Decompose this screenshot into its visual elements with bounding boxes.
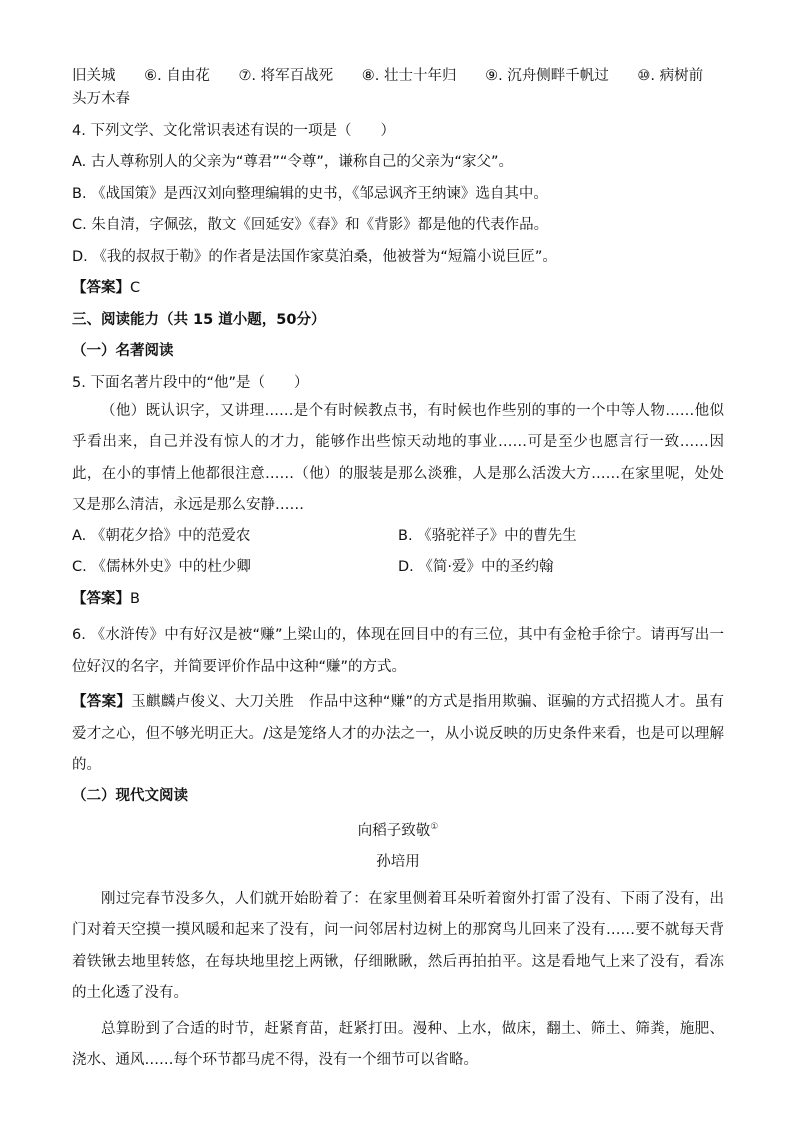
q4-option-a: A. 古人尊称别人的父亲为“尊君”“令尊”，谦称自己的父亲为“家父”。 xyxy=(72,154,513,170)
q5-option-c: C. 《儒林外史》中的杜少卿 xyxy=(72,559,251,575)
fill-item: ⑩. 病树前 xyxy=(637,68,704,84)
fill-item: ⑨. 沉舟侧畔千帆过 xyxy=(485,68,609,84)
article-author: 孙培用 xyxy=(376,854,420,871)
answer-value: C xyxy=(130,280,141,296)
q5-answer xyxy=(72,589,724,609)
answer-label: 【答案】 xyxy=(72,590,130,607)
answer-value: 玉麒麟卢俊义、大刀关胜 作品中这种“赚”的方式是指用欺骗、诓骗的方式招揽人才。虽有爱才之心，但不够光明正大。/这是笼络人才的办法之一，从小说反映的历史条件来看，也是可以理解的。 xyxy=(72,694,724,773)
fill-item: 旧关城 xyxy=(72,68,116,84)
q6-stem: 6. 《水浒传》中有好汉是被“赚”上梁山的，体现在回目中的有三位，其中有金枪手徐宁。请再写出一位好汉的名字，并简要评价作品中这种“赚”的方式。 xyxy=(72,627,724,675)
article-paragraph: 总算盼到了合适的时节，赶紧育苗，赶紧打田。漫种、上水，做床，翻土、筛土、筛粪，施肥、浇水、通风……每个环节都马虎不得，没有一个细节可以省略。 xyxy=(72,1020,724,1069)
q5-passage: （他）既认识字，又讲理……是个有时候教点书，有时候也作些别的事的一个中等人物……他似乎看出来，自己并没有惊人的才力，能够作出些惊天动地的事业……可是至少也愿言行一致……因此，在小的事情上他都很注意……（他）的服装是那么淡雅，人是那么活泼大方……在家里呢，处处又是那么清洁，永远是那么安静…… xyxy=(72,402,724,513)
section-heading: 三、阅读能力（共 15 道小题，50分） xyxy=(72,311,326,328)
subsection-heading: （一）名著阅读 xyxy=(72,343,174,359)
q4-answer xyxy=(72,278,724,298)
fill-item: ⑧. 壮士十年归 xyxy=(361,68,457,84)
q5-option-b: B. 《骆驼祥子》中的曹先生 xyxy=(398,527,577,544)
answer-label: 【答案】 xyxy=(72,694,132,710)
q4-option-d: D. 《我的叔叔于勒》的作者是法国作家莫泊桑，他被誉为“短篇小说巨匠”。 xyxy=(72,248,557,265)
fill-answers-line-2: 头万木春 xyxy=(72,91,130,107)
answer-label: 【答案】 xyxy=(72,280,130,296)
q4-stem: 4. 下列文学、文化常识表述有误的一项是（ ） xyxy=(72,122,395,139)
answer-value: B xyxy=(130,590,140,607)
q4-option-b: B. 《战国策》是西汉刘向整理编辑的史书，《邹忌讽齐王纳谏》选自其中。 xyxy=(72,185,548,202)
fill-item: ⑦. 将军百战死 xyxy=(238,68,334,84)
article-paragraph: 刚过完春节没多久，人们就开始盼着了：在家里侧着耳朵听着窗外打雷了没有、下雨了没有，出门对着天空摸一摸风暖和起来了没有，问一问邻居村边树上的那窝鸟儿回来了没有……要不就每天背着铁锹去地里转悠，在每块地里挖上两锹，仔细瞅瞅，然后再拍拍平。这是看地气上来了没有，看冻的土化透了没有。 xyxy=(72,890,724,1002)
q5-options-row-2 xyxy=(72,557,724,577)
fill-item: ⑥. 自由花 xyxy=(144,68,210,84)
subsection-heading: （二）现代文阅读 xyxy=(72,787,188,804)
q5-options-row-1 xyxy=(72,526,724,546)
article-title-text: 向稻子致敬 xyxy=(357,822,431,839)
q4-option-c: C. 朱自清，字佩弦，散文《回延安》《春》和《背影》都是他的代表作品。 xyxy=(72,217,549,233)
q5-option-a: A. 《朝花夕拾》中的范爱农 xyxy=(72,527,251,544)
page-content xyxy=(72,66,724,1081)
fill-answers-line xyxy=(72,66,724,86)
q5-option-d: D. 《简·爱》中的圣约翰 xyxy=(398,559,554,575)
q6-answer xyxy=(72,687,724,782)
article-title xyxy=(72,817,724,841)
footnote-marker: ① xyxy=(430,822,439,832)
q5-stem: 5. 下面名著片段中的“他”是（ ） xyxy=(72,374,309,391)
